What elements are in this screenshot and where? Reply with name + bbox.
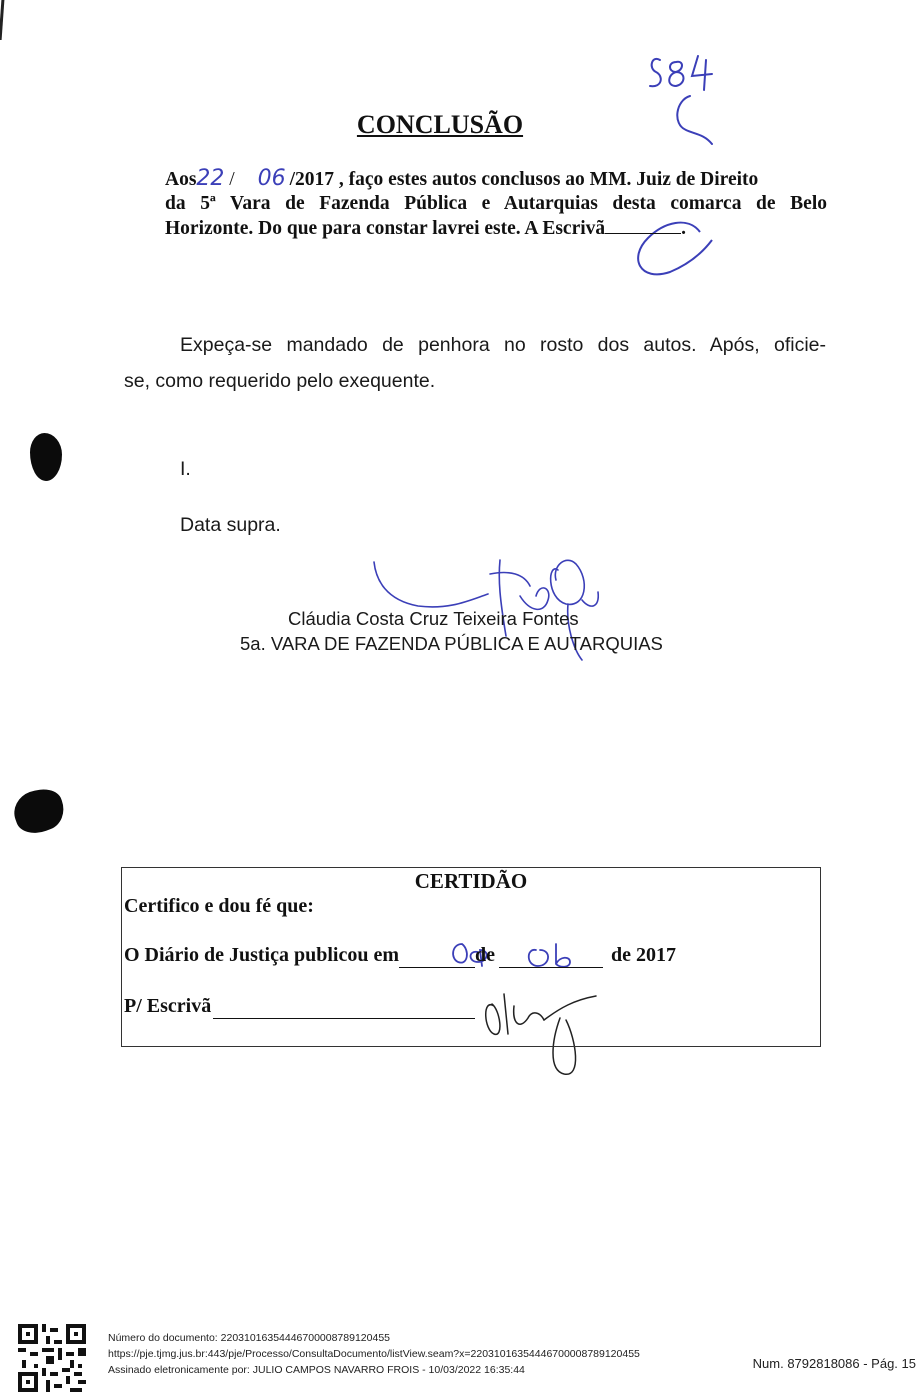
despacho-date: Data supra. — [180, 514, 281, 536]
judge-name: Cláudia Costa Cruz Teixeira Fontes — [288, 608, 579, 629]
ink-blot — [30, 433, 62, 481]
certidao-line2-mid: de — [475, 944, 496, 966]
despacho-line2: se, como requerido pelo exequente. — [124, 370, 436, 392]
footer-signed-by: Assinado eletronicamente por: JULIO CAMPOS NAVARRO FROIS - 10/03/2022 16:35:44 — [108, 1364, 525, 1376]
conclusao-month: 06 — [257, 166, 286, 191]
certidao-month-blank — [499, 944, 603, 968]
footer-url[interactable]: https://pje.tjmg.jus.br:443/pje/Processo/ConsultaDocumento/listView.seam?x=22031016354446700008789120455 — [108, 1348, 640, 1360]
conclusao-line3-text: Horizonte. Do que para constar lavrei este. A Escrivã — [165, 218, 606, 239]
certidao-month — [509, 938, 534, 962]
scan-edge — [0, 0, 4, 40]
conclusao-title: CONCLUSÃO — [356, 110, 524, 139]
conclusao-line3 — [165, 218, 686, 240]
ink-blot — [8, 783, 69, 840]
conclusao-prefix: Aos — [165, 169, 197, 190]
certidao-title: CERTIDÃO — [414, 869, 528, 893]
conclusao-line1 — [165, 166, 827, 191]
footer-page-ref: Num. 8792818086 - Pág. 15 — [752, 1356, 916, 1371]
conclusao-day: 22 — [196, 166, 225, 191]
conclusao-line1-suffix: /2017 , faço estes autos conclusos ao MM. Juiz de Direito — [289, 169, 759, 190]
despacho-initial: I. — [180, 458, 191, 480]
conclusao-line2: da 5ª Vara de Fazenda Pública e Autarquias desta comarca de Belo — [165, 193, 827, 214]
conclusao-line3-end: . — [681, 218, 687, 239]
certidao-day-blank — [399, 944, 475, 968]
escriva-blank — [605, 233, 681, 234]
certidao-escriva-blank — [213, 995, 475, 1019]
certidao-line2-suffix: de 2017 — [611, 944, 677, 966]
certidao-day — [429, 938, 454, 962]
page-number-mark — [652, 56, 722, 96]
certidao-line3-text: P/ Escrivã — [124, 995, 212, 1017]
despacho-line1: Expeça-se mandado de penhora no rosto dos autos. Após, oficie- — [180, 334, 826, 356]
footer-doc-number: Número do documento: 22031016354446700008789120455 — [108, 1332, 390, 1344]
certidao-line3 — [124, 995, 475, 1019]
certidao-line1: Certifico e dou fé que: — [124, 895, 314, 917]
judge-court: 5a. VARA DE FAZENDA PÚBLICA E AUTARQUIAS — [240, 633, 663, 654]
certidao-line2 — [124, 944, 676, 968]
certidao-line2-prefix: O Diário de Justiça publicou em — [124, 944, 400, 966]
qr-code-icon — [18, 1324, 86, 1392]
conclusao-sep: / — [224, 169, 240, 190]
